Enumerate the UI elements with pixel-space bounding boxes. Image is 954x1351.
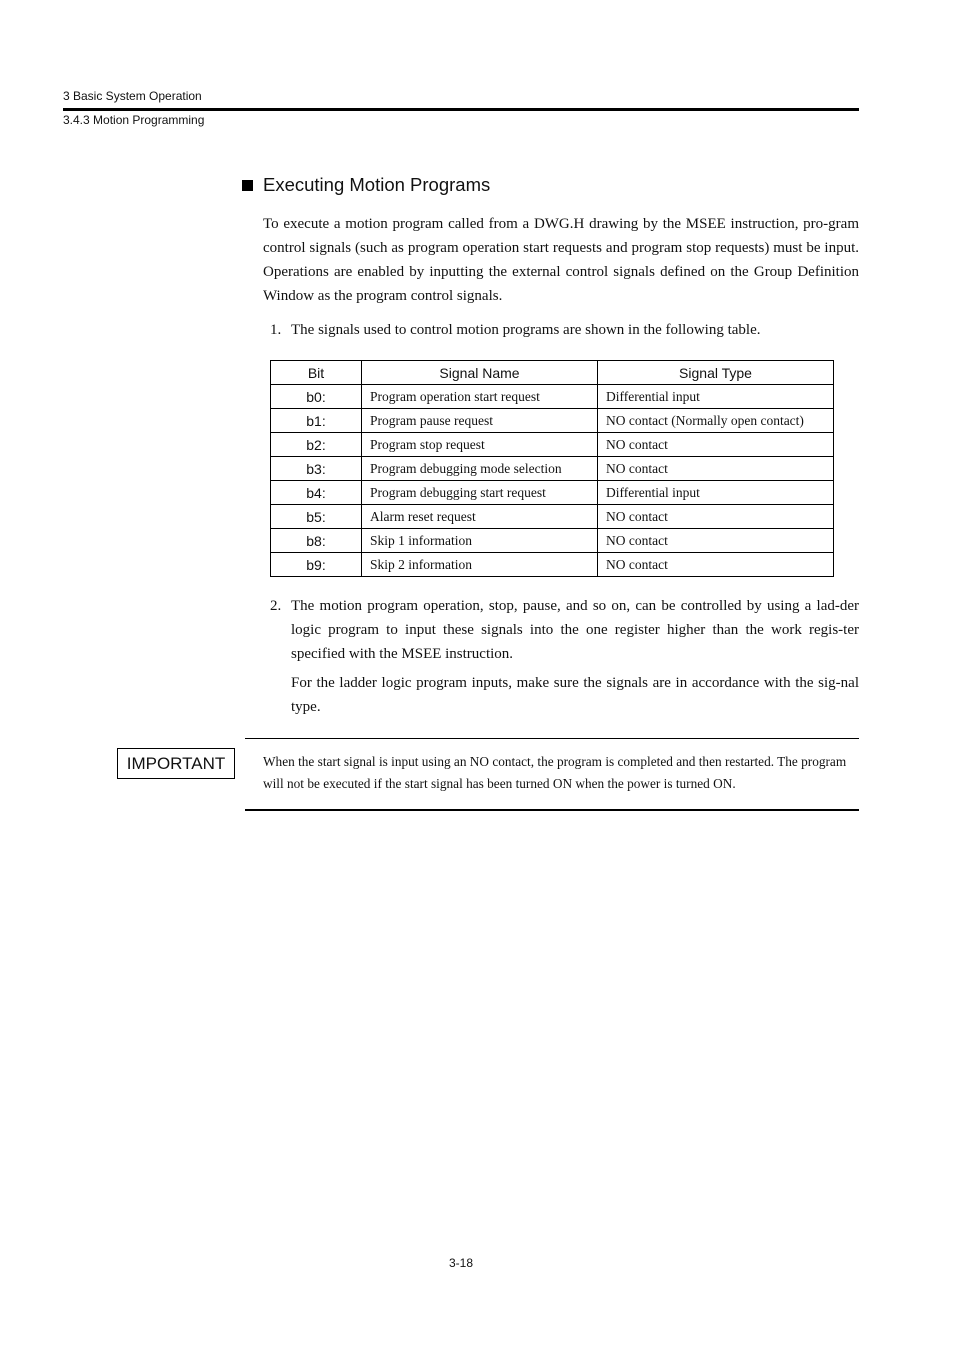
section-header: 3.4.3 Motion Programming bbox=[63, 113, 205, 127]
important-top-rule bbox=[245, 738, 859, 739]
table-row bbox=[271, 553, 834, 577]
square-bullet-icon bbox=[242, 180, 253, 191]
cell-signal-type: NO contact bbox=[598, 457, 834, 481]
list-item-1 bbox=[270, 318, 859, 342]
table-row bbox=[271, 433, 834, 457]
section-title bbox=[242, 174, 490, 196]
cell-bit: b1: bbox=[271, 409, 362, 433]
cell-signal-name: Program debugging start request bbox=[362, 481, 598, 505]
cell-signal-name: Alarm reset request bbox=[362, 505, 598, 529]
table-row bbox=[271, 505, 834, 529]
header-signal-name: Signal Name bbox=[362, 361, 598, 385]
cell-signal-type: NO contact bbox=[598, 553, 834, 577]
list-item-text: The motion program operation, stop, pause, and so on, can be controlled by using a lad-der logic program to input these signals into the one register higher than the work regis-ter specified with the MSEE instruction. bbox=[291, 598, 859, 662]
cell-bit: b3: bbox=[271, 457, 362, 481]
list-item-text: The signals used to control motion programs are shown in the following table. bbox=[291, 322, 761, 338]
page-number: 3-18 bbox=[448, 1256, 474, 1270]
cell-bit: b2: bbox=[271, 433, 362, 457]
list-item-2 bbox=[270, 594, 859, 666]
important-bottom-rule bbox=[245, 809, 859, 811]
cell-signal-type: NO contact (Normally open contact) bbox=[598, 409, 834, 433]
cell-bit: b8: bbox=[271, 529, 362, 553]
header-bit: Bit bbox=[271, 361, 362, 385]
cell-signal-name: Program operation start request bbox=[362, 385, 598, 409]
signal-table bbox=[270, 360, 834, 577]
list-item-number: 1. bbox=[270, 322, 282, 338]
chapter-header: 3 Basic System Operation bbox=[63, 89, 202, 103]
list-item-2-note: For the ladder logic program inputs, make sure the signals are in accordance with the sig-nal type. bbox=[291, 675, 859, 715]
cell-signal-type: NO contact bbox=[598, 433, 834, 457]
cell-signal-type: NO contact bbox=[598, 505, 834, 529]
cell-signal-name: Program pause request bbox=[362, 409, 598, 433]
cell-bit: b5: bbox=[271, 505, 362, 529]
cell-bit: b0: bbox=[271, 385, 362, 409]
cell-signal-type: NO contact bbox=[598, 529, 834, 553]
header-signal-type: Signal Type bbox=[598, 361, 834, 385]
table-row bbox=[271, 385, 834, 409]
cell-bit: b4: bbox=[271, 481, 362, 505]
header-rule bbox=[63, 108, 859, 111]
cell-signal-name: Program stop request bbox=[362, 433, 598, 457]
section-title-text: Executing Motion Programs bbox=[263, 174, 491, 195]
table-header-row bbox=[271, 361, 834, 385]
table-row bbox=[271, 529, 834, 553]
table-row bbox=[271, 481, 834, 505]
cell-signal-name: Skip 1 information bbox=[362, 529, 598, 553]
table-row bbox=[271, 457, 834, 481]
cell-signal-name: Program debugging mode selection bbox=[362, 457, 598, 481]
cell-bit: b9: bbox=[271, 553, 362, 577]
important-label: IMPORTANT bbox=[117, 748, 235, 779]
cell-signal-name: Skip 2 information bbox=[362, 553, 598, 577]
list-item-number: 2. bbox=[270, 598, 282, 614]
cell-signal-type: Differential input bbox=[598, 385, 834, 409]
intro-paragraph: To execute a motion program called from a DWG.H drawing by the MSEE instruction, pro-gram control signals (such as program operation start requests and program stop requests) must be input. Operations are enabled by inputting the external control signals defined on the Group Definition Window as the program control signals. bbox=[263, 216, 859, 304]
important-text: When the start signal is input using an NO contact, the program is completed and then restarted. The program will not be executed if the start signal has been turned ON when the power is turned ON. bbox=[263, 754, 847, 791]
table-row bbox=[271, 409, 834, 433]
cell-signal-type: Differential input bbox=[598, 481, 834, 505]
